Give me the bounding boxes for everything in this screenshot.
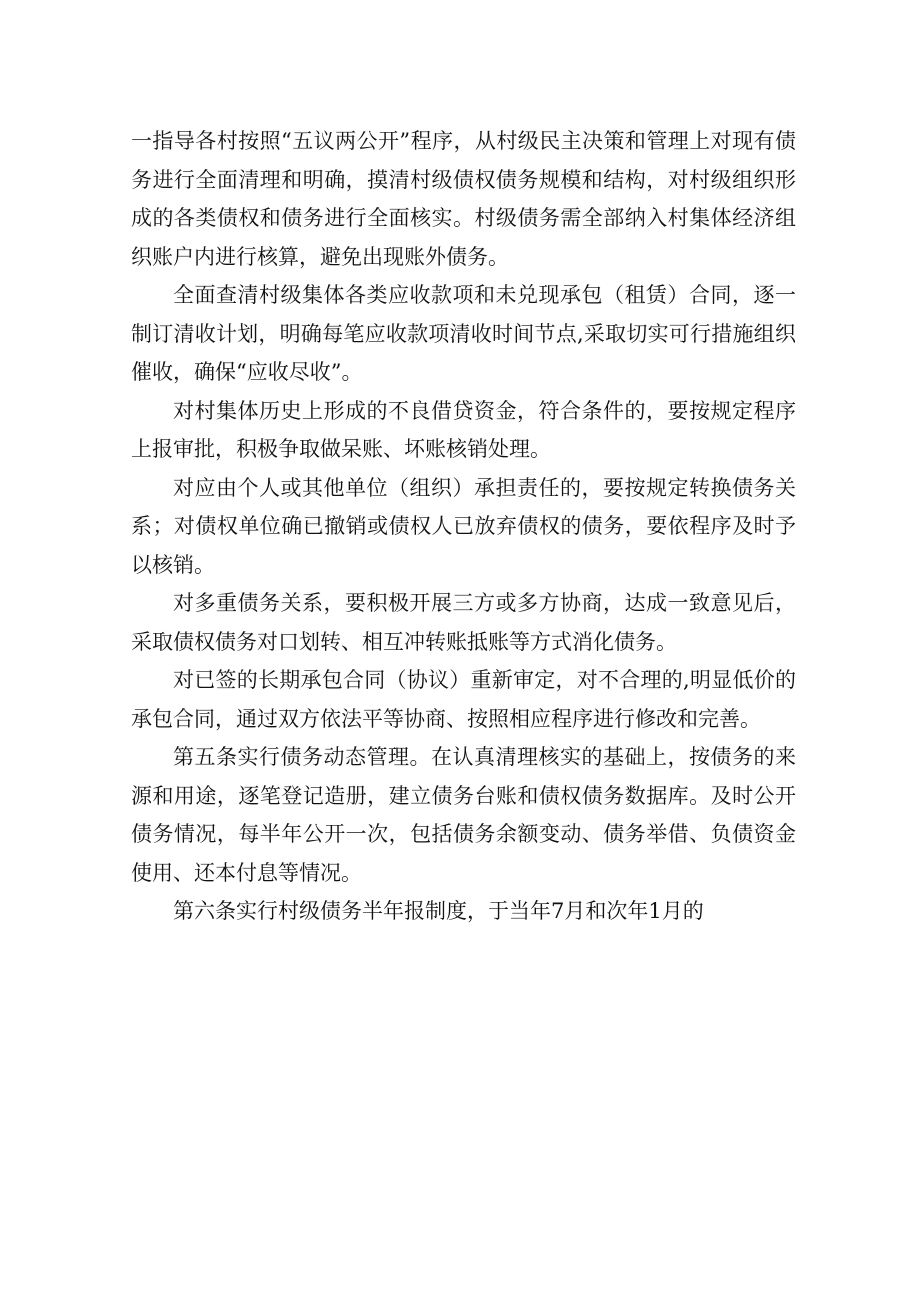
paragraph-bad-loans: 对村集体历史上形成的不良借贷资金，符合条件的，要按规定程序上报审批，积极争取做呆账、坏账核销处理。	[131, 398, 796, 461]
document-body	[131, 122, 796, 931]
paragraph-receivables: 全面查清村级集体各类应收款项和未兑现承包（租赁）合同，逐一制订清收计划，明确每笔应收款项清收时间节点,采取切实可行措施组织催收，确保“应收尽收”。	[131, 283, 796, 384]
paragraph-continuation: 一指导各村按照“五议两公开”程序，从村级民主决策和管理上对现有债务进行全面清理和明确，摸清村级债权债务规模和结构，对村级组织形成的各类债权和债务进行全面核实。村级债务需全部纳入村集体经济组织账户内进行核算，避免出现账外债务。	[131, 129, 796, 269]
paragraph-debt-transfer: 对应由个人或其他单位（组织）承担责任的，要按规定转换债务关系；对债权单位确已撤销或债权人已放弃债权的债务，要依程序及时予以核销。	[131, 475, 796, 577]
paragraph-multi-party: 对多重债务关系，要积极开展三方或多方协商，达成一致意见后，采取债权债务对口划转、相互冲转账抵账等方式消化债务。	[131, 591, 796, 654]
paragraph-article-5: 第五条实行债务动态管理。在认真清理核实的基础上，按债务的来源和用途，逐笔登记造册，建立债务台账和债权债务数据库。及时公开债务情况，每半年公开一次，包括债务余额变动、债务举借、负债资金使用、还本付息等情况。	[131, 745, 796, 885]
paragraph-contracts: 对已签的长期承包合同（协议）重新审定，对不合理的,明显低价的承包合同，通过双方依法平等协商、按照相应程序进行修改和完善。	[131, 668, 796, 731]
paragraph-article-6: 第六条实行村级债务半年报制度，于当年7月和次年1月的	[173, 899, 704, 923]
